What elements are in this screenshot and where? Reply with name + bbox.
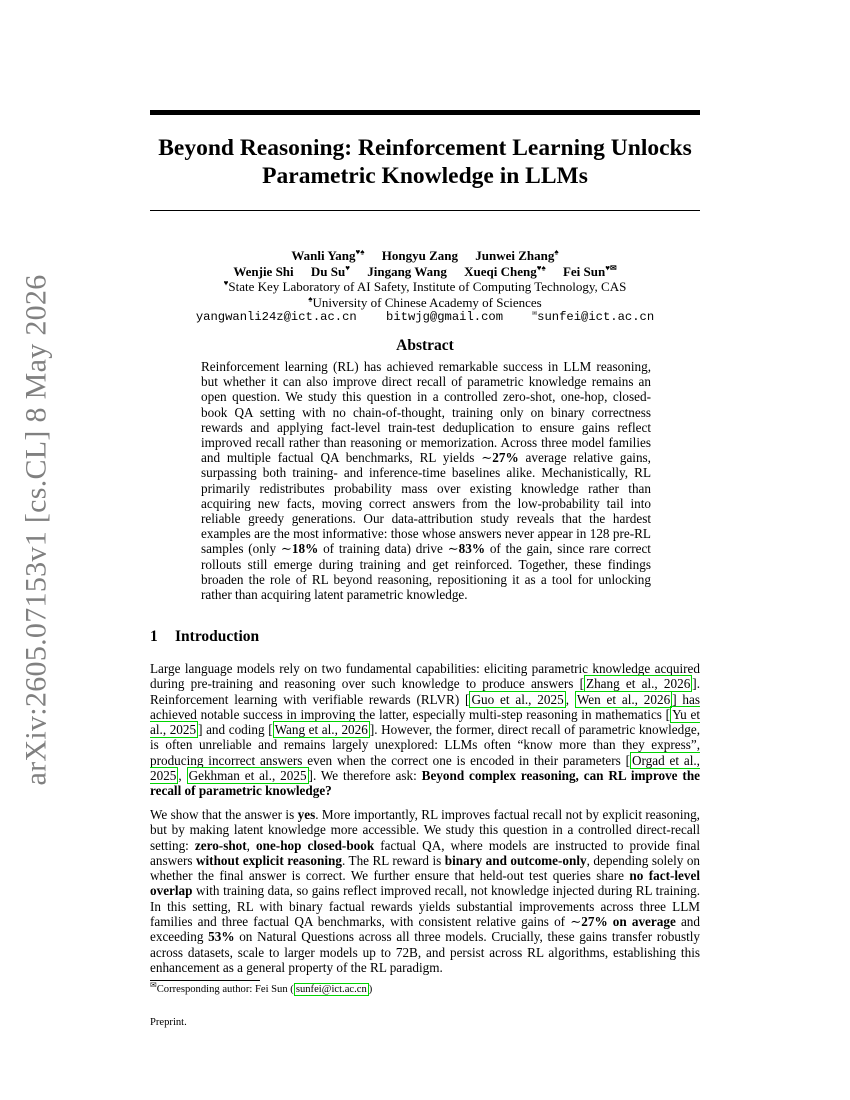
author: Wanli Yang♥♠ <box>291 247 365 263</box>
abstract-heading: Abstract <box>396 337 454 354</box>
email: sunfei@ict.ac.cn <box>537 310 655 324</box>
author-block <box>150 248 700 326</box>
citation-link[interactable]: Orgad et al., 2025 <box>150 752 700 784</box>
envelope-icon: ✉ <box>532 308 538 318</box>
citation-link[interactable]: Guo et al., 2025 <box>471 691 564 707</box>
intro-paragraph-1: Large language models rely on two fundamental capabilities: eliciting parametric knowledge acquired during pre-training and reasoning over such knowledge to produce answers [ Zhang et al., 2026 ]. Reinforcement learning with verifiable rewards (RLVR) [ Guo et al., 2025 , Wen et al., 2026 ] has achieved notable success in improving the latter, especially multi-step reasoning in mathematics [ Yu et al., 2025 ] and coding [ Wang et al., 2026 ]. However, the former, direct recall of parametric knowledge, is often unreliable and remains largely unexplored: LLMs often “know more than they express”, producing incorrect answers even when the correct one is encoded in their parameters [ Orgad et al., 2025 , Gekhman et al., 2025 ]. We therefore ask: Beyond complex reasoning, can RL improve the recall of parametric knowledge? <box>150 661 701 799</box>
footnote-rule <box>150 980 260 981</box>
citation-link[interactable]: Gekhman et al., 2025 <box>188 768 307 784</box>
title-rule-bottom <box>150 210 700 211</box>
citation-link[interactable]: Yu et al., 2025 <box>150 706 700 738</box>
citation-link[interactable]: Wen et al., 2026 <box>576 691 671 707</box>
title-rule-top <box>150 110 700 115</box>
author: Jingang Wang <box>367 263 447 279</box>
author: Hongyu Zang <box>381 248 459 263</box>
affiliation-ucas: ♠University of Chinese Academy of Sciences <box>308 294 542 310</box>
author-emails <box>150 310 700 326</box>
author: Xueqi Cheng♥♠ <box>464 263 546 279</box>
section-heading-introduction: 1 Introduction <box>150 628 260 645</box>
abstract-text: Reinforcement learning (RL) has achieved remarkable success in LLM reasoning, but whether it can also improve direct recall of parametric knowledge remains an open question. We study this question in a controlled zero-shot, one-hop, closed-book QA setting with no chain-of-thought, training only on binary correctness rewards and applying fact-level train-test deduplication to ensure gains reflect improved recall rather than reasoning or memorization. Across three model families and multiple factual QA benchmarks, RL yields ∼27% average relative gains, surpassing both training- and inference-time baselines alike. Mechanistically, RL primarily redistributes probability mass over existing knowledge rather than acquiring new facts, moving correct answers from the low-probability tail into reliable greedy generations. Our data-attribution study reveals that the hardest examples are the most informative: those whose answers never appear in 128 pre-RL samples (only ∼18% of training data) drive ∼83% of the gain, since rare correct rollouts still emerge during training and get reinforced. Together, these findings broaden the role of RL beyond reasoning, repositioning it as a tool for unlocking rather than acquiring latent parametric knowledge. <box>201 359 651 603</box>
email: bitwjg@gmail.com <box>386 310 504 324</box>
email-link[interactable]: sunfei@ict.ac.cn <box>295 984 367 995</box>
arxiv-identifier: arXiv:2605.07153v1 [cs.CL] 8 May 2026 <box>20 274 54 786</box>
author-row-1 <box>150 248 700 264</box>
author: Wenjie Shi <box>233 263 294 279</box>
citation-link[interactable]: Wang et al., 2026 <box>274 722 368 738</box>
author-row-2 <box>150 264 700 280</box>
email: yangwanli24z@ict.ac.cn <box>195 310 357 324</box>
citation-link[interactable]: Zhang et al., 2026 <box>586 676 691 692</box>
paper-title: Beyond Reasoning: Reinforcement Learning Unlocks Parametric Knowledge in LLMs <box>158 135 692 189</box>
preprint-footer: Preprint. <box>150 1017 187 1028</box>
author: Junwei Zhang♠ <box>475 247 559 263</box>
affiliation-ict: ♥State Key Laboratory of AI Safety, Institute of Computing Technology, CAS <box>223 278 627 294</box>
intro-paragraph-2: We show that the answer is yes. More importantly, RL improves factual recall not by explicit reasoning, but by making latent knowledge more accessible. We study this question in a controlled direct-recall setting: zero-shot, one-hop closed-book factual QA, where models are instructed to provide final answers without explicit reasoning. The RL reward is binary and outcome-only, depending solely on whether the final answer is correct. We further ensure that held-out test queries share no fact-level overlap with training data, so gains reflect improved recall, not knowledge injected during RL training. In this setting, RL with binary factual rewards yields substantial improvements across three LLM families and three factual QA benchmarks, with consistent relative gains of ∼27% on average and exceeding 53% on Natural Questions across all three models. Crucially, these gains transfer robustly across datasets, scale to larger models up to 72B, and persist across RL algorithms, establishing this enhancement as a general property of the RL paradigm. <box>150 807 701 975</box>
author: Du Su♥ <box>310 263 350 279</box>
author: Fei Sun♥✉ <box>562 263 617 279</box>
envelope-icon: ✉ <box>150 980 157 990</box>
footnote: ✉Corresponding author: Fei Sun ( sunfei@ict.ac.cn ) <box>150 980 373 995</box>
